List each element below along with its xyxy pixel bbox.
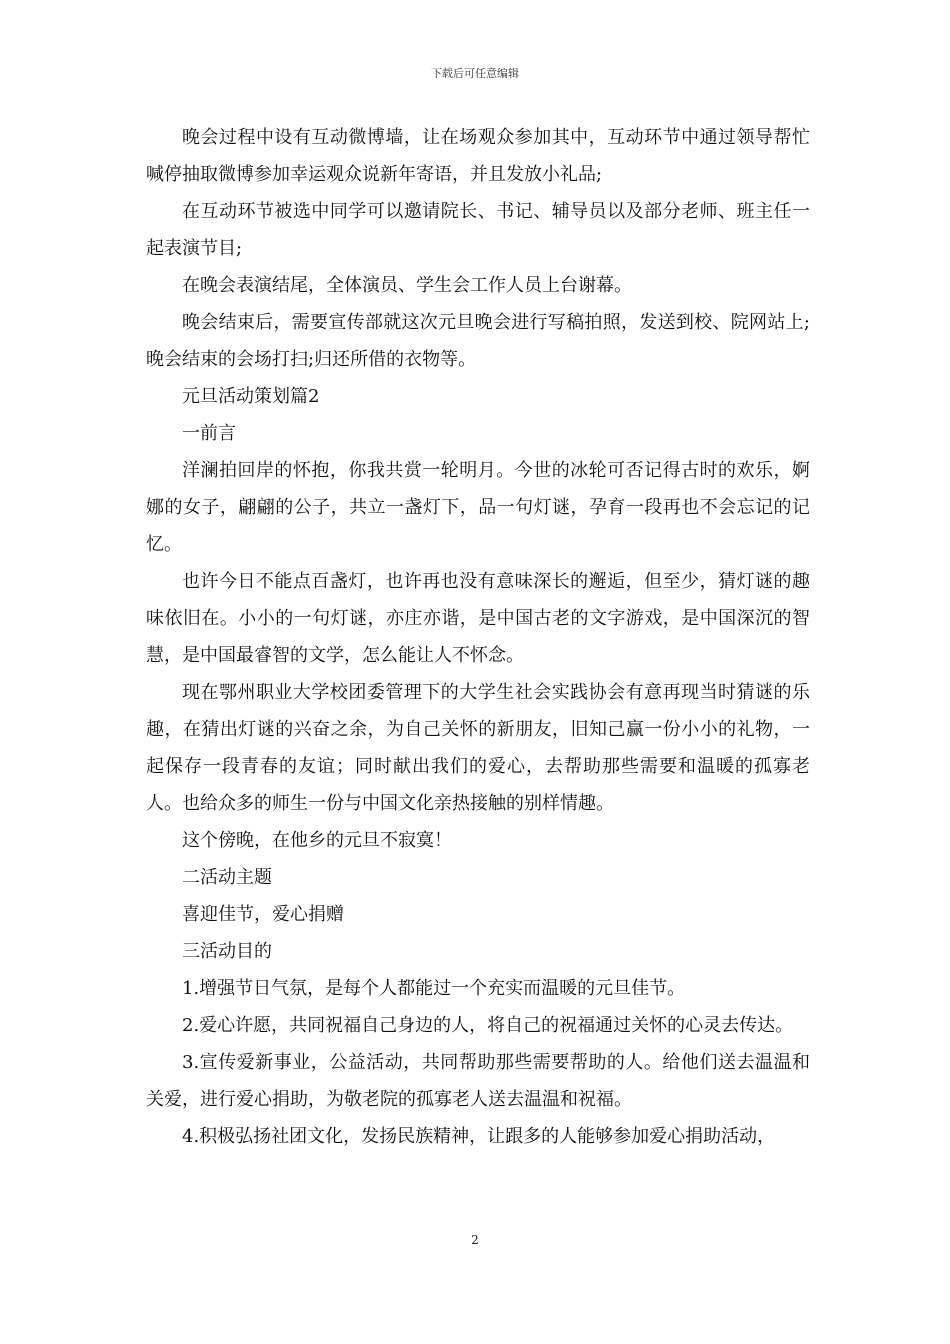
paragraph-invite-leaders: 在互动环节被选中同学可以邀请院长、书记、辅导员以及部分老师、班主任一起表演节目; <box>146 201 810 259</box>
paragraph-after-party: 晚会结束后，需要宣传部就这次元旦晚会进行写稿拍照，发送到校、院网站上;晚会结束的会场打扫;归还所借的衣物等。 <box>146 312 810 370</box>
list-item-purpose-2: 2.爱心许愿，共同祝福自己身边的人，将自己的祝福通过关怀的心灵去传达。 <box>182 1015 794 1036</box>
list-item-purpose-1: 1.增强节日气氛，是每个人都能过一个充实而温暖的元旦佳节。 <box>182 978 686 999</box>
page-header: 下载后可任意编辑 <box>431 67 519 80</box>
heading-theme: 二活动主题 <box>182 867 272 888</box>
paragraph-interactive-wall: 晚会过程中设有互动微博墙，让在场观众参加其中，互动环节中通过领导帮忙喊停抽取微博参加幸运观众说新年寄语，并且发放小礼品; <box>146 127 810 185</box>
document-body <box>146 119 810 1155</box>
page-number: 2 <box>471 1233 479 1247</box>
section-title: 元旦活动策划篇2 <box>182 386 320 407</box>
paragraph-preface-2: 也许今日不能点百盏灯，也许再也没有意味深长的邂逅，但至少，猜灯谜的趣味依旧在。小小的一句灯谜，亦庄亦谐，是中国古老的文字游戏，是中国深沉的智慧，是中国最睿智的文学，怎么能让人不怀念。 <box>146 571 810 666</box>
paragraph-preface-3: 现在鄂州职业大学校团委管理下的大学生社会实践协会有意再现当时猜谜的乐趣，在猜出灯谜的兴奋之余，为自己关怀的新朋友，旧知己赢一份小小的礼物，一起保存一段青春的友谊；同时献出我们的爱心，去帮助那些需要和温暖的孤寡老人。也给众多的师生一份与中国文化亲热接触的别样情趣。 <box>146 682 810 814</box>
heading-purpose: 三活动目的 <box>182 941 272 962</box>
paragraph-theme: 喜迎佳节，爱心捐赠 <box>182 904 344 925</box>
list-item-purpose-4: 4.积极弘扬社团文化，发扬民族精神，让跟多的人能够参加爱心捐助活动， <box>182 1126 776 1147</box>
paragraph-preface-4: 这个傍晚，在他乡的元旦不寂寞！ <box>182 830 452 851</box>
heading-preface: 一前言 <box>182 423 236 444</box>
paragraph-preface-1: 洋澜拍回岸的怀抱，你我共赏一轮明月。今世的冰轮可否记得古时的欢乐，婀娜的女子，翩翩的公子，共立一盏灯下，品一句灯谜，孕育一段再也不会忘记的记忆。 <box>146 460 810 555</box>
paragraph-curtain-call: 在晚会表演结尾，全体演员、学生会工作人员上台谢幕。 <box>182 275 632 296</box>
list-item-purpose-3: 3.宣传爱新事业，公益活动，共同帮助那些需要帮助的人。给他们送去温温和关爱，进行爱心捐助，为敬老院的孤寡老人送去温温和祝福。 <box>146 1052 810 1110</box>
